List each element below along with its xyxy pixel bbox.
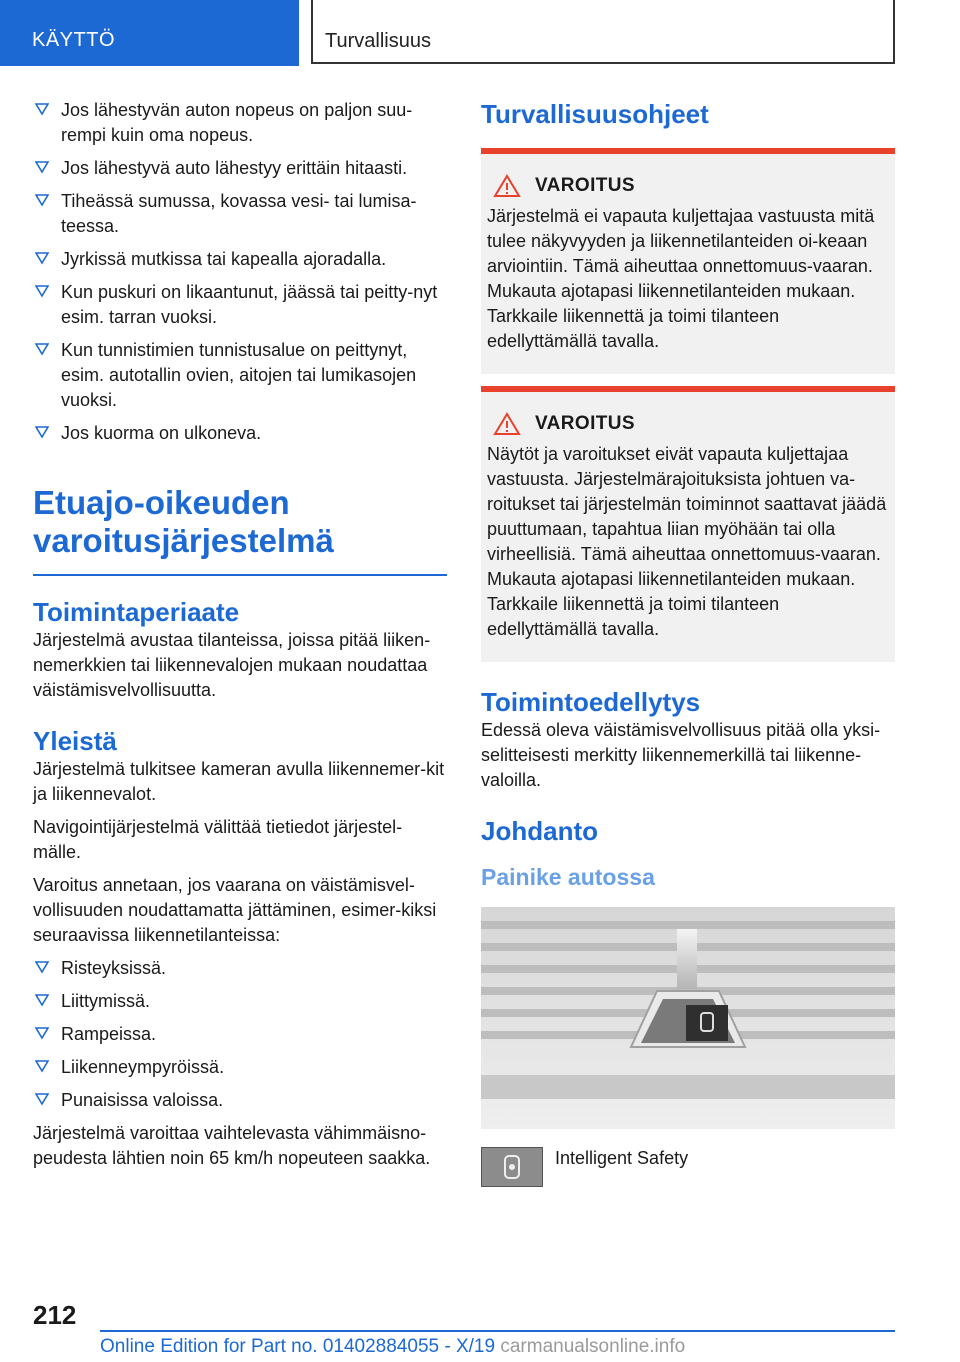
button-legend <box>481 1147 895 1187</box>
principle-heading: Toimintaperiaate <box>33 597 240 627</box>
warning-title: VAROITUS <box>535 175 635 196</box>
warning-title: VAROITUS <box>535 413 635 434</box>
list-item: Jyrkissä mutkissa tai kapealla ajoradalla. <box>33 247 447 272</box>
triangle-bullet-icon <box>35 960 49 974</box>
condition-heading: Toimintoedellytys <box>481 687 701 717</box>
list-item: Punaisissa valoissa. <box>33 1088 447 1113</box>
general-paragraph-3: Varoitus annetaan, jos vaarana on väistämisvel-vollisuuden noudattamatta jättäminen, esimer-kiksi seuraavissa liikennetilanteissa: <box>33 875 437 945</box>
speed-note: Järjestelmä varoittaa vaihtelevasta vähimmäisno-peudesta lähtien noin 65 km/h nopeuteen saakka. <box>33 1123 431 1168</box>
button-heading: Painike autossa <box>481 864 655 890</box>
general-paragraph-2: Navigointijärjestelmä välittää tietiedot järjestel-mälle. <box>33 817 403 862</box>
page-number: 212 <box>33 1300 77 1330</box>
main-heading: Etuajo-oikeuden varoitusjärjestelmä <box>33 484 334 559</box>
right-column <box>481 98 895 1187</box>
general-heading: Yleistä <box>33 726 117 756</box>
triangle-bullet-icon <box>35 425 49 439</box>
list-item: Tiheässä sumussa, kovassa vesi- tai lumisa-teessa. <box>33 189 447 239</box>
triangle-bullet-icon <box>35 993 49 1007</box>
list-item: Rampeissa. <box>33 1022 447 1047</box>
chapter-title: Turvallisuus <box>311 0 895 64</box>
situations-list <box>33 956 447 1113</box>
left-column <box>33 98 447 1179</box>
list-item: Risteyksissä. <box>33 956 447 981</box>
list-item: Jos lähestyvä auto lähestyy erittäin hitaasti. <box>33 156 447 181</box>
warning-box <box>481 148 895 374</box>
footer-divider <box>100 1330 895 1332</box>
triangle-bullet-icon <box>35 284 49 298</box>
general-paragraph-1: Järjestelmä tulkitsee kameran avulla liikennemer-kit ja liikennevalot. <box>33 759 445 804</box>
list-item: Jos kuorma on ulkoneva. <box>33 421 447 446</box>
condition-text: Edessä oleva väistämisvelvollisuus pitää olla yksi-selitteisesti merkitty liikennemerkillä tai liikenne-valoilla. <box>481 720 881 790</box>
dashboard-button-photo <box>481 907 895 1129</box>
warning-box <box>481 386 895 662</box>
triangle-bullet-icon <box>35 193 49 207</box>
triangle-bullet-icon <box>35 251 49 265</box>
section-tab: KÄYTTÖ <box>0 0 299 66</box>
list-item: Kun tunnistimien tunnistusalue on peittynyt, esim. autotallin ovien, aitojen tai lumikasojen vuoksi. <box>33 338 447 413</box>
triangle-bullet-icon <box>35 160 49 174</box>
watermark: carmanualsonline.info <box>500 1336 686 1357</box>
warning-text: Järjestelmä ei vapauta kuljettajaa vastuusta mitä tulee näkyvyyden ja liikennetilanteiden oi-keaan arviointiin. Tämä aiheuttaa onnettomuus-vaaran. Mukauta ajotapasi liikennetilanteiden mukaan. Tarkkaile liikennettä ja toimi tilanteen edellyttämällä tavalla. <box>487 206 875 351</box>
heading-divider <box>33 574 447 576</box>
warning-triangle-icon <box>493 412 521 436</box>
edition-info: Online Edition for Part no. 01402884055 - X/19 carmanualsonline.info <box>100 1336 686 1357</box>
intelligent-safety-button-icon <box>481 1147 543 1187</box>
principle-text: Järjestelmä avustaa tilanteissa, joissa pitää liiken-nemerkkien tai liikennevalojen mukaan noudattaa väistämisvelvollisuutta. <box>33 630 431 700</box>
warning-header <box>487 412 889 436</box>
triangle-bullet-icon <box>35 1092 49 1106</box>
list-item: Liittymissä. <box>33 989 447 1014</box>
list-item: Liikenneympyröissä. <box>33 1055 447 1080</box>
intro-heading: Johdanto <box>481 816 598 846</box>
warning-triangle-icon <box>493 174 521 198</box>
list-item: Kun puskuri on likaantunut, jäässä tai peitty-nyt esim. tarran vuoksi. <box>33 280 447 330</box>
warning-header <box>487 174 889 198</box>
triangle-bullet-icon <box>35 342 49 356</box>
triangle-bullet-icon <box>35 1026 49 1040</box>
warning-text: Näytöt ja varoitukset eivät vapauta kuljettajaa vastuusta. Järjestelmärajoituksista johtuen va-roitukset tai järjestelmän toiminnot saattavat jäädä puuttumaan, tapahtua liian myöhään tai olla virheellisiä. Tämä aiheuttaa onnettomuus-vaaran. Mukauta ajotapasi liikennetilanteiden mukaan. Tarkkaile liikennettä ja toimi tilanteen edellyttämällä tavalla. <box>487 444 887 639</box>
page-header <box>0 0 960 66</box>
button-label: Intelligent Safety <box>555 1148 689 1168</box>
limitations-list <box>33 98 447 446</box>
triangle-bullet-icon <box>35 102 49 116</box>
list-item: Jos lähestyvän auton nopeus on paljon suu-rempi kuin oma nopeus. <box>33 98 447 148</box>
safety-heading: Turvallisuusohjeet <box>481 99 709 129</box>
triangle-bullet-icon <box>35 1059 49 1073</box>
